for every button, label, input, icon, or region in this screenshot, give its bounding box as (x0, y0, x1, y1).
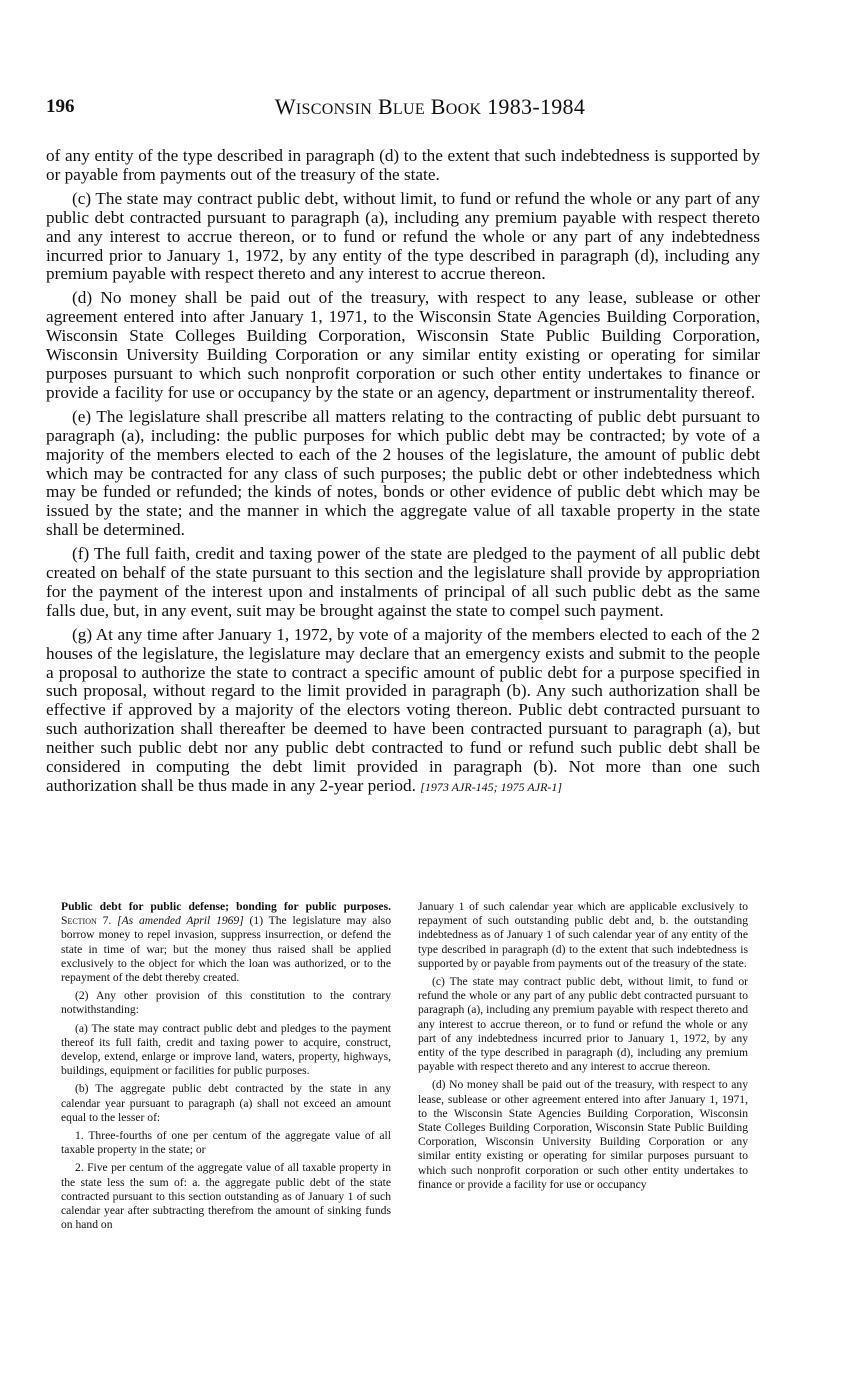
amended-note: [As amended April 1969] (117, 914, 244, 928)
section-7-paragraph-1-text: (1) The legislature may also borrow money to repel invasion, suppress insurrection, or defend the state in time of war; but the money thus raised shall be applied exclusively to the object for which the loan was authorized, or to the repayment of the debt thereby created. (61, 914, 391, 985)
running-head-lue: LUE (392, 101, 425, 118)
section-7-paragraph-a: (a) The state may contract public debt and pledges to the payment thereof its full faith, credit and taxing power to acquire, construct, develop, extend, enlarge or improve land, waters, property, highways, buildings, equipment or facilities for public purposes. (61, 1021, 391, 1078)
section-7-paragraph-c: (c) The state may contract public debt, without limit, to fund or refund the whole or any part of any public debt contracted pursuant to paragraph (a), including any premium payable with respect thereto and any interest to accrue thereon, or to fund or refund the whole or any part of any indebtedness incurred prior to January 1, 1972, by any entity of the type described in paragraph (d), including any premium payable with respect thereto and any interest to accrue thereon. (418, 975, 748, 1074)
page-header (46, 96, 814, 126)
running-head-isconsin: ISCONSIN (295, 101, 373, 118)
main-paragraph-g-text: (g) At any time after January 1, 1972, by vote of a majority of the members elected to each of the 2 houses of the legislature, the legislature may declare that an emergency exists and submit to the people a proposal to authorize the state to contract a specific amount of public debt for a purpose specified in such proposal, without regard to the limit provided in paragraph (b). Any such authorization shall be effective if approved by a majority of the electors voting thereon. Public debt contracted pursuant to such authorization shall thereafter be deemed to have been contracted pursuant to paragraph (a), but neither such public debt nor any public debt contracted to fund or refund such public debt shall be considered in computing the debt limit provided in paragraph (b). Not more than one such authorization shall be thus made in any 2-year period. (46, 624, 760, 795)
amendment-citation: [1973 AJR-145; 1975 AJR-1] (420, 780, 563, 794)
main-paragraph-c: (c) The state may contract public debt, without limit, to fund or refund the whole or any part of any public debt contracted pursuant to paragraph (a), including any premium payable with respect thereto and any interest to accrue thereon, or to fund or refund the whole or any part of any indebtedness incurred prior to January 1, 1972, by any entity of the type described in paragraph (d), including any premium payable with respect thereto and any interest to accrue thereon. (46, 188, 760, 284)
section-7-item-2-continued: January 1 of such calendar year which are applicable exclusively to repayment of such outstanding public debt and, b. the outstanding indebtedness as of January 1 of such calendar year of any entity of the type described in paragraph (d) to the extent that such indebtedness is supported by or payable from payments out of the treasury of the state. (418, 900, 748, 970)
section-7-item-1: 1. Three-fourths of one per centum of the aggregate value of all taxable property in the state; or (61, 1129, 391, 1157)
section-7-paragraph-b: (b) The aggregate public debt contracted by the state in any calendar year pursuant to paragraph (a) shall not exceed an amount equal to the lesser of: (61, 1082, 391, 1124)
main-text (46, 147, 760, 802)
section-number: Section 7. (61, 914, 112, 928)
main-paragraph-d: (d) No money shall be paid out of the treasury, with respect to any lease, sublease or other agreement entered into after January 1, 1971, to the Wisconsin State Agencies Building Corporation, Wisconsin State Colleges Building Corporation, Wisconsin State Public Building Corporation, Wisconsin University Building Corporation or any similar entity existing or operating for similar purposes pursuant to which such nonprofit corporation or such other entity undertakes to finance or provide a facility for use or occupancy by the state or an agency, department or instrumentality thereof. (46, 288, 760, 402)
main-paragraph-continued: of any entity of the type described in paragraph (d) to the extent that such indebtedness is supported by or payable from payments out of the treasury of the state. (46, 146, 760, 184)
running-head-w: W (274, 94, 296, 119)
main-paragraph-f: (f) The full faith, credit and taxing power of the state are pledged to the payment of all public debt created on behalf of the state pursuant to this section and the legislature shall provide by appropriation for the payment of the interest upon and instalments of principal of all such public debt as the same falls due, but, in any event, suit may be brought against the state to compel such payment. (46, 544, 760, 620)
running-head-ook: OOK (445, 101, 482, 118)
left-column (61, 900, 391, 1236)
running-head-b2: B (430, 94, 446, 119)
running-head (46, 94, 814, 120)
running-head-years: 1983-1984 (487, 94, 586, 119)
section-7-paragraph-1 (61, 900, 391, 985)
page-number: 196 (46, 96, 75, 117)
section-7-paragraph-d: (d) No money shall be paid out of the treasury, with respect to any lease, sublease or other agreement entered into after January 1, 1971, to the Wisconsin State Agencies Building Corporation, Wisconsin State Colleges Building Corporation, Wisconsin State Public Building Corporation, Wisconsin University Building Corporation or any similar entity existing or operating for similar purposes pursuant to which such nonprofit corporation or such other entity undertakes to finance or provide a facility for use or occupancy (418, 1078, 748, 1191)
main-paragraph-e: (e) The legislature shall prescribe all matters relating to the contracting of public debt pursuant to paragraph (a), including: the public purposes for which public debt may be contracted; by vote of a majority of the members elected to each of the 2 houses of the legislature, the amount of public debt which may be contracted for any class of such purposes; the public debt or other indebtedness which may be funded or refunded; the kinds of notes, bonds or other evidence of public debt which may be issued by the state; and the manner in which the aggregate value of all taxable property in the state shall be determined. (46, 406, 760, 540)
section-heading: Public debt for public defense; bonding for public purposes. (61, 900, 391, 913)
section-7-item-2: 2. Five per centum of the aggregate value of all taxable property in the state less the sum of: a. the aggregate public debt of the state contracted pursuant to this section outstanding as of January 1 of such calendar year after subtracting therefrom the amount of sinking funds on hand on (61, 1161, 391, 1232)
section-7-paragraph-2: (2) Any other provision of this constitution to the contrary notwithstanding: (61, 989, 391, 1017)
main-paragraph-g (46, 626, 760, 797)
running-head-b: B (377, 94, 393, 119)
right-column (418, 900, 748, 1196)
